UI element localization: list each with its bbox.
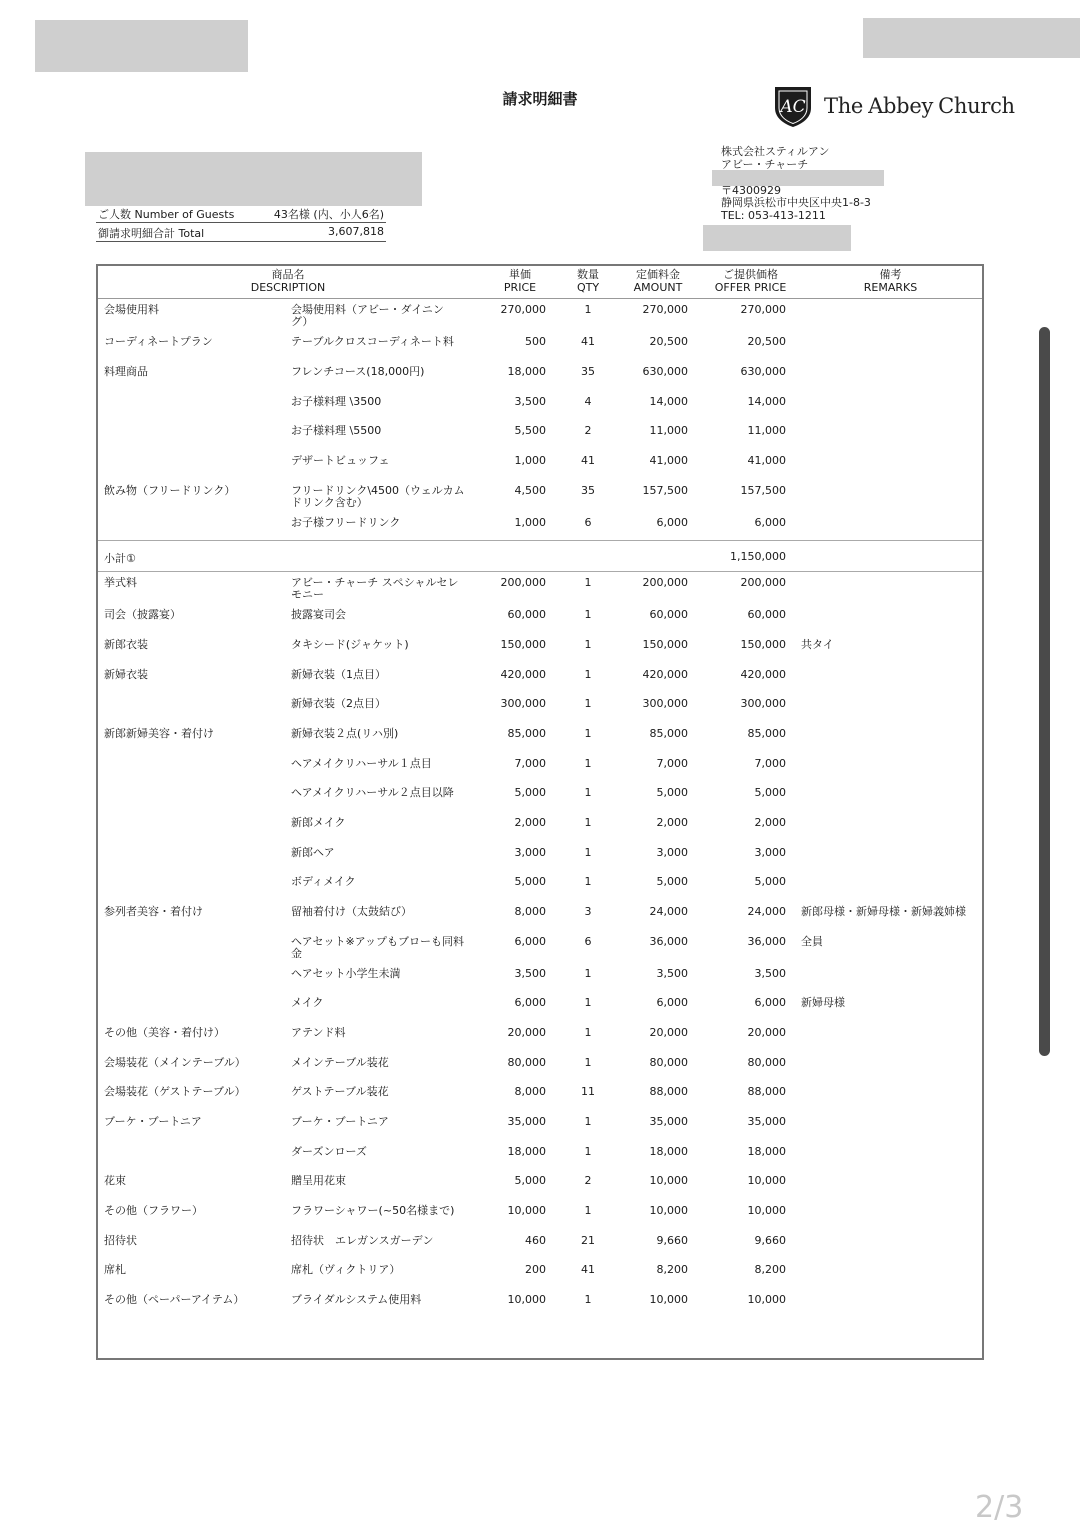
remarks-cell: 新郎母様・新婦母様・新婦義姉様 — [801, 905, 966, 918]
description-cell: メイク — [291, 996, 324, 1009]
redacted-customer-name — [85, 152, 422, 206]
amount-cell: 18,000 — [649, 1145, 688, 1158]
offer-price-cell: 8,200 — [754, 1263, 786, 1276]
offer-price-cell: 6,000 — [754, 996, 786, 1009]
qty-cell: 21 — [581, 1234, 595, 1247]
offer-price-cell: 3,500 — [754, 967, 786, 980]
header-remarks: 備考 REMARKS — [863, 268, 918, 294]
remarks-cell: 共タイ — [801, 638, 834, 651]
price-cell: 7,000 — [514, 757, 546, 770]
qty-cell: 1 — [584, 638, 592, 651]
qty-cell: 2 — [584, 1174, 592, 1187]
offer-price-cell: 6,000 — [754, 516, 786, 529]
amount-cell: 80,000 — [649, 1056, 688, 1069]
category-cell: 会場使用料 — [104, 303, 159, 316]
price-cell: 460 — [525, 1234, 546, 1247]
description-cell: フリードリンク\4500（ウェルカム ドリンク含む） — [291, 484, 465, 509]
qty-cell: 1 — [584, 875, 592, 888]
amount-cell: 157,500 — [642, 484, 688, 497]
price-cell: 420,000 — [500, 668, 546, 681]
offer-price-cell: 80,000 — [747, 1056, 786, 1069]
category-cell: 新郎衣装 — [104, 638, 148, 651]
price-cell: 6,000 — [514, 996, 546, 1009]
price-cell: 8,000 — [514, 905, 546, 918]
header-offer-price: ご提供価格 OFFER PRICE — [714, 268, 787, 294]
offer-price-cell: 18,000 — [747, 1145, 786, 1158]
description-cell: ヘアセット小学生未満 — [291, 967, 401, 980]
amount-cell: 20,500 — [649, 335, 688, 348]
amount-cell: 60,000 — [649, 608, 688, 621]
offer-price-cell: 270,000 — [740, 303, 786, 316]
qty-cell: 1 — [584, 1145, 592, 1158]
price-cell: 150,000 — [500, 638, 546, 651]
description-cell: メインテーブル装花 — [291, 1056, 389, 1069]
offer-price-cell: 88,000 — [747, 1085, 786, 1098]
redacted-block — [703, 225, 851, 251]
offer-price-cell: 24,000 — [747, 905, 786, 918]
qty-cell: 4 — [584, 395, 592, 408]
description-cell: 留袖着付け（太鼓結び） — [291, 905, 412, 918]
offer-price-cell: 2,000 — [754, 816, 786, 829]
offer-price-cell: 5,000 — [754, 875, 786, 888]
price-cell: 1,000 — [514, 516, 546, 529]
total-value: 3,607,818 — [328, 225, 384, 238]
svg-text:AC: AC — [780, 97, 806, 117]
offer-price-cell: 157,500 — [740, 484, 786, 497]
qty-cell: 1 — [584, 697, 592, 710]
offer-price-cell: 3,000 — [754, 846, 786, 859]
price-cell: 3,500 — [514, 967, 546, 980]
description-cell: 新婦衣装（2点目） — [291, 697, 386, 710]
qty-cell: 1 — [584, 816, 592, 829]
offer-price-cell: 10,000 — [747, 1174, 786, 1187]
qty-cell: 41 — [581, 335, 595, 348]
amount-cell: 24,000 — [649, 905, 688, 918]
category-cell: 司会（披露宴） — [104, 608, 181, 621]
offer-price-cell: 35,000 — [747, 1115, 786, 1128]
description-cell: ブライダルシステム使用料 — [291, 1293, 422, 1306]
price-cell: 2,000 — [514, 816, 546, 829]
amount-cell: 14,000 — [649, 395, 688, 408]
offer-price-cell: 20,500 — [747, 335, 786, 348]
category-cell: その他（美容・着付け） — [104, 1026, 225, 1039]
description-cell: お子様料理 \5500 — [291, 424, 382, 437]
amount-cell: 6,000 — [656, 516, 688, 529]
amount-cell: 300,000 — [642, 697, 688, 710]
qty-cell: 1 — [584, 996, 592, 1009]
price-cell: 6,000 — [514, 935, 546, 948]
header-amount: 定価料金 AMOUNT — [633, 268, 683, 294]
amount-cell: 6,000 — [656, 996, 688, 1009]
venue-name: アビー・チャーチ — [721, 157, 809, 171]
category-cell: その他（ペーパーアイテム） — [104, 1293, 245, 1306]
amount-cell: 7,000 — [656, 757, 688, 770]
category-cell: 会場装花（メインテーブル） — [104, 1056, 246, 1069]
offer-price-cell: 200,000 — [740, 576, 786, 589]
price-cell: 60,000 — [507, 608, 546, 621]
category-cell: 招待状 — [104, 1234, 137, 1247]
qty-cell: 11 — [581, 1085, 595, 1098]
description-cell: ヘアメイクリハーサル１点目 — [291, 757, 432, 770]
amount-cell: 8,200 — [656, 1263, 688, 1276]
description-cell: ゲストテーブル装花 — [291, 1085, 389, 1098]
amount-cell: 36,000 — [649, 935, 688, 948]
description-cell: 新婦衣装２点(リハ別) — [291, 727, 399, 740]
company-info — [721, 146, 871, 223]
logo-wordmark: The Abbey Church — [824, 94, 1015, 118]
company-tel: TEL: 053-413-1211 — [721, 209, 826, 223]
offer-price-cell: 41,000 — [747, 454, 786, 467]
qty-cell: 1 — [584, 1204, 592, 1217]
description-cell: フレンチコース(18,000円) — [291, 365, 425, 378]
header-qty: 数量 QTY — [576, 268, 600, 294]
description-cell: お子様料理 \3500 — [291, 395, 382, 408]
abbey-church-logo — [772, 84, 1015, 128]
category-cell: 飲み物（フリードリンク） — [104, 484, 236, 497]
qty-cell: 1 — [584, 576, 592, 589]
total-row — [96, 223, 386, 242]
amount-cell: 10,000 — [649, 1174, 688, 1187]
category-cell: 挙式料 — [104, 576, 137, 589]
qty-cell: 1 — [584, 967, 592, 980]
description-cell: アビー・チャーチ スペシャルセレ モニー — [291, 576, 459, 601]
amount-cell: 20,000 — [649, 1026, 688, 1039]
qty-cell: 6 — [584, 516, 592, 529]
description-cell: お子様フリードリンク — [291, 516, 401, 529]
price-cell: 18,000 — [507, 365, 546, 378]
price-cell: 3,000 — [514, 846, 546, 859]
offer-price-cell: 420,000 — [740, 668, 786, 681]
amount-cell: 200,000 — [642, 576, 688, 589]
crest-icon — [772, 84, 814, 128]
description-cell: 会場使用料（アビー・ダイニン グ） — [291, 303, 444, 328]
amount-cell: 11,000 — [649, 424, 688, 437]
price-cell: 200 — [525, 1263, 546, 1276]
qty-cell: 1 — [584, 1056, 592, 1069]
total-label: 御請求明細合計 Total — [98, 227, 205, 240]
description-cell: デザートビュッフェ — [291, 454, 390, 467]
price-cell: 4,500 — [514, 484, 546, 497]
price-cell: 270,000 — [500, 303, 546, 316]
offer-price-cell: 10,000 — [747, 1204, 786, 1217]
summary-box — [96, 204, 386, 242]
qty-cell: 41 — [581, 454, 595, 467]
qty-cell: 1 — [584, 757, 592, 770]
amount-cell: 5,000 — [656, 786, 688, 799]
description-cell: アテンド料 — [291, 1026, 346, 1039]
amount-cell: 630,000 — [642, 365, 688, 378]
amount-cell: 3,000 — [656, 846, 688, 859]
qty-cell: 41 — [581, 1263, 595, 1276]
price-cell: 200,000 — [500, 576, 546, 589]
offer-price-cell: 10,000 — [747, 1293, 786, 1306]
description-cell: ヘアセット※アップもブローも同料 金 — [291, 935, 465, 960]
description-cell: 新郎ヘア — [291, 846, 335, 859]
amount-cell: 10,000 — [649, 1293, 688, 1306]
qty-cell: 35 — [581, 365, 595, 378]
description-cell: ブーケ・ブートニア — [291, 1115, 389, 1128]
guests-value: 43名様 (内、小人6名) — [273, 208, 384, 221]
description-cell: ヘアメイクリハーサル２点目以降 — [291, 786, 454, 799]
price-cell: 5,000 — [514, 786, 546, 799]
amount-cell: 270,000 — [642, 303, 688, 316]
description-cell: タキシード(ジャケット) — [291, 638, 409, 651]
amount-cell: 41,000 — [649, 454, 688, 467]
redacted-block — [35, 20, 248, 72]
amount-cell: 9,660 — [656, 1234, 688, 1247]
category-cell: 参列者美容・着付け — [104, 905, 203, 918]
remarks-cell: 新婦母様 — [801, 996, 845, 1009]
subtotal-value: 1,150,000 — [730, 550, 786, 563]
guests-label: ご人数 Number of Guests — [98, 208, 235, 221]
qty-cell: 6 — [584, 935, 592, 948]
description-cell: 招待状 エレガンスガーデン — [291, 1234, 434, 1247]
company-name: 株式会社スティルアン — [721, 145, 830, 158]
description-cell: 新婦衣装（1点目） — [291, 668, 386, 681]
qty-cell: 1 — [584, 727, 592, 740]
amount-cell: 150,000 — [642, 638, 688, 651]
remarks-cell: 全員 — [801, 935, 823, 948]
amount-cell: 5,000 — [656, 875, 688, 888]
subtotal-row — [98, 540, 982, 572]
category-cell: 新婦衣装 — [104, 668, 148, 681]
offer-price-cell: 60,000 — [747, 608, 786, 621]
qty-cell: 1 — [584, 608, 592, 621]
amount-cell: 85,000 — [649, 727, 688, 740]
company-address: 静岡県浜松市中央区中央1-8-3 — [721, 196, 871, 210]
price-cell: 500 — [525, 335, 546, 348]
offer-price-cell: 20,000 — [747, 1026, 786, 1039]
price-cell: 35,000 — [507, 1115, 546, 1128]
offer-price-cell: 9,660 — [754, 1234, 786, 1247]
qty-cell: 1 — [584, 303, 592, 316]
offer-price-cell: 85,000 — [747, 727, 786, 740]
amount-cell: 3,500 — [656, 967, 688, 980]
category-cell: 会場装花（ゲストテーブル） — [104, 1085, 246, 1098]
amount-cell: 35,000 — [649, 1115, 688, 1128]
page-number: 2/3 — [975, 1490, 1024, 1525]
description-cell: 贈呈用花束 — [291, 1174, 346, 1187]
offer-price-cell: 5,000 — [754, 786, 786, 799]
price-cell: 3,500 — [514, 395, 546, 408]
price-cell: 5,500 — [514, 424, 546, 437]
category-cell: 席札 — [104, 1263, 126, 1276]
description-cell: 席札（ヴィクトリア） — [291, 1263, 401, 1276]
table-header — [98, 266, 982, 299]
scrollbar[interactable] — [1039, 327, 1050, 1056]
amount-cell: 2,000 — [656, 816, 688, 829]
document-title: 請求明細書 — [502, 90, 578, 108]
postal-code: 〒4300929 — [721, 183, 781, 197]
price-cell: 10,000 — [507, 1293, 546, 1306]
description-cell: ダーズンローズ — [291, 1145, 367, 1158]
description-cell: 披露宴司会 — [291, 608, 346, 621]
amount-cell: 10,000 — [649, 1204, 688, 1217]
header-price: 単価 PRICE — [503, 268, 537, 294]
qty-cell: 1 — [584, 786, 592, 799]
price-cell: 10,000 — [507, 1204, 546, 1217]
qty-cell: 1 — [584, 1115, 592, 1128]
qty-cell: 1 — [584, 668, 592, 681]
redacted-block — [863, 18, 1080, 58]
category-cell: その他（フラワー） — [104, 1204, 203, 1217]
price-cell: 5,000 — [514, 1174, 546, 1187]
guests-row — [96, 204, 386, 223]
category-cell: ブーケ・ブートニア — [104, 1115, 202, 1128]
qty-cell: 3 — [584, 905, 592, 918]
qty-cell: 1 — [584, 1026, 592, 1039]
price-cell: 8,000 — [514, 1085, 546, 1098]
description-cell: フラワーシャワー(~50名様まで) — [291, 1204, 455, 1217]
offer-price-cell: 14,000 — [747, 395, 786, 408]
offer-price-cell: 7,000 — [754, 757, 786, 770]
description-cell: ボディメイク — [291, 875, 356, 888]
qty-cell: 35 — [581, 484, 595, 497]
price-cell: 18,000 — [507, 1145, 546, 1158]
amount-cell: 420,000 — [642, 668, 688, 681]
description-cell: 新郎メイク — [291, 816, 346, 829]
offer-price-cell: 36,000 — [747, 935, 786, 948]
price-cell: 1,000 — [514, 454, 546, 467]
qty-cell: 1 — [584, 846, 592, 859]
offer-price-cell: 11,000 — [747, 424, 786, 437]
offer-price-cell: 300,000 — [740, 697, 786, 710]
price-cell: 5,000 — [514, 875, 546, 888]
category-cell: コーディネートプラン — [104, 335, 213, 348]
price-cell: 80,000 — [507, 1056, 546, 1069]
category-cell: 新郎新婦美容・着付け — [104, 727, 214, 740]
price-cell: 85,000 — [507, 727, 546, 740]
offer-price-cell: 150,000 — [740, 638, 786, 651]
subtotal-label: 小計① — [104, 552, 136, 565]
qty-cell: 2 — [584, 424, 592, 437]
description-cell: テーブルクロスコーディネート料 — [291, 335, 454, 348]
price-cell: 20,000 — [507, 1026, 546, 1039]
qty-cell: 1 — [584, 1293, 592, 1306]
category-cell: 料理商品 — [104, 365, 148, 378]
offer-price-cell: 630,000 — [740, 365, 786, 378]
amount-cell: 88,000 — [649, 1085, 688, 1098]
category-cell: 花束 — [104, 1174, 126, 1187]
price-cell: 300,000 — [500, 697, 546, 710]
header-description: 商品名 DESCRIPTION — [250, 268, 326, 294]
invoice-table — [96, 264, 984, 1360]
